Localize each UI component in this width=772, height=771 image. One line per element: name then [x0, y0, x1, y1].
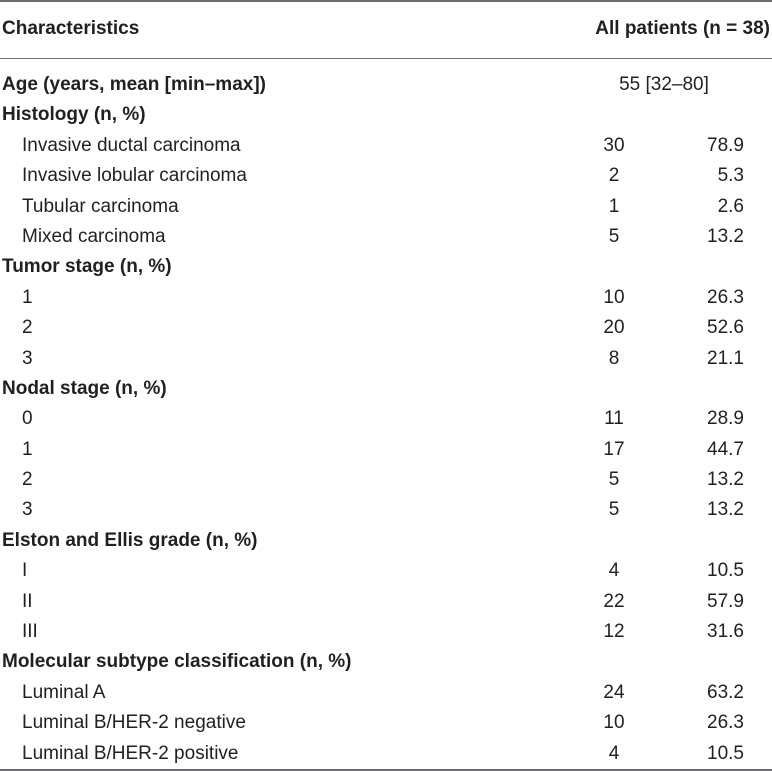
row-percent: 13.2 — [707, 469, 744, 491]
table-row — [0, 192, 772, 222]
table-row — [0, 161, 772, 191]
row-count: 20 — [603, 317, 625, 339]
row-label: Luminal A — [22, 681, 106, 703]
row-label: Invasive ductal carcinoma — [22, 134, 241, 156]
table-top-rule — [0, 0, 772, 2]
row-label: 1 — [22, 438, 33, 460]
table-body — [0, 70, 772, 769]
row-count: 8 — [608, 347, 620, 369]
row-label: 3 — [22, 499, 33, 521]
row-count: 2 — [608, 165, 620, 187]
row-count: 5 — [608, 499, 620, 521]
section-label: Molecular subtype classification (n, %) — [2, 651, 352, 673]
row-count: 22 — [603, 590, 625, 612]
section-row — [0, 252, 772, 282]
row-label: 2 — [22, 469, 33, 491]
row-label: Tubular carcinoma — [22, 195, 179, 217]
section-row — [0, 647, 772, 677]
header-all-patients: All patients (n = 38) — [595, 18, 770, 39]
table-row — [0, 678, 772, 708]
row-label: 1 — [22, 286, 33, 308]
table-row — [0, 404, 772, 434]
row-label: II — [22, 590, 33, 612]
row-percent: 2.6 — [717, 195, 744, 217]
section-label: Age (years, mean [min–max]) — [2, 74, 266, 95]
row-percent: 26.3 — [707, 286, 744, 308]
table-row — [0, 495, 772, 525]
row-count: 1 — [608, 195, 620, 217]
row-count: 4 — [608, 560, 620, 582]
row-percent: 44.7 — [707, 438, 744, 460]
section-label: Nodal stage (n, %) — [2, 377, 167, 399]
table-row — [0, 435, 772, 465]
row-label: 3 — [22, 347, 33, 369]
table-row — [0, 313, 772, 343]
row-count: 12 — [603, 621, 625, 643]
table-row — [0, 465, 772, 495]
row-percent: 10.5 — [707, 742, 744, 764]
table-row — [0, 587, 772, 617]
row-percent: 13.2 — [707, 225, 744, 247]
section-row — [0, 374, 772, 404]
section-label: Elston and Ellis grade (n, %) — [2, 529, 258, 551]
header-characteristics: Characteristics — [2, 18, 140, 39]
row-count: 24 — [603, 681, 625, 703]
row-label: Luminal B/HER-2 positive — [22, 742, 239, 764]
row-count: 10 — [603, 286, 625, 308]
row-summary-value: 55 [32–80] — [619, 74, 709, 95]
section-row — [0, 70, 772, 100]
row-percent: 63.2 — [707, 681, 744, 703]
section-label: Tumor stage (n, %) — [2, 256, 172, 278]
table-row — [0, 739, 772, 769]
row-percent: 10.5 — [707, 560, 744, 582]
row-percent: 21.1 — [707, 347, 744, 369]
table-row — [0, 131, 772, 161]
section-row — [0, 526, 772, 556]
row-count: 11 — [604, 408, 624, 430]
row-percent: 26.3 — [707, 712, 744, 734]
row-label: I — [22, 560, 28, 582]
row-count: 5 — [608, 469, 620, 491]
row-count: 4 — [608, 742, 620, 764]
row-percent: 28.9 — [707, 408, 744, 430]
table-row — [0, 556, 772, 586]
table-row — [0, 283, 772, 313]
row-label: Luminal B/HER-2 negative — [22, 712, 246, 734]
row-percent: 52.6 — [707, 317, 744, 339]
row-count: 5 — [608, 225, 620, 247]
table-row — [0, 708, 772, 738]
table-row — [0, 344, 772, 374]
row-percent: 13.2 — [707, 499, 744, 521]
row-percent: 78.9 — [707, 134, 744, 156]
row-label: Invasive lobular carcinoma — [22, 165, 247, 187]
row-percent: 31.6 — [707, 621, 744, 643]
section-label: Histology (n, %) — [2, 104, 146, 126]
table-row — [0, 617, 772, 647]
row-count: 30 — [603, 134, 625, 156]
section-row — [0, 100, 772, 130]
table-row — [0, 222, 772, 252]
header-rule — [0, 58, 772, 59]
row-label: III — [22, 621, 38, 643]
row-label: Mixed carcinoma — [22, 225, 166, 247]
row-label: 2 — [22, 317, 33, 339]
row-percent: 5.3 — [717, 165, 744, 187]
row-count: 17 — [603, 438, 625, 460]
row-label: 0 — [22, 408, 33, 430]
row-percent: 57.9 — [707, 590, 744, 612]
row-count: 10 — [603, 712, 625, 734]
